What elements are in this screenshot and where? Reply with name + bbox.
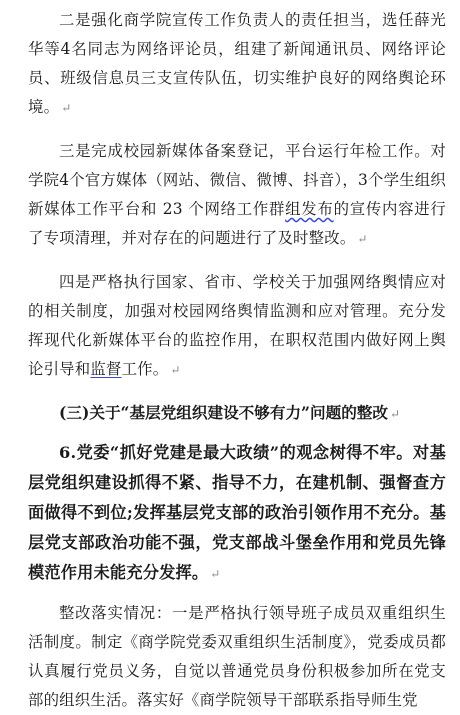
- paragraph-public-opinion: [28, 268, 446, 385]
- paragraph-text: 二是强化商学院宣传工作负责人的责任担当，选任薛光华等4名同志为网络评论员，组建了新闻通讯员、网络评论员、班级信息员三支宣传队伍，切实维护良好的网络舆论环境。: [28, 11, 446, 116]
- paragraph-mark-icon: ↵: [170, 363, 181, 377]
- paragraph-mark-icon: ↵: [357, 232, 368, 246]
- paragraph-text-before: 四是严格执行国家、省市、学校关于加强网络舆情应对的相关制度，加强对校园网络舆情监测和应对管理。充分发挥现代化新媒体平台的监控作用，在职权范围内做好网上舆论引导和: [28, 273, 446, 378]
- section-heading-text: (三)关于“基层党组织建设不够有力”问题的整改: [59, 403, 388, 422]
- paragraph-mark-icon: ↵: [61, 101, 72, 115]
- underlined-text: 组发布: [285, 200, 334, 218]
- paragraph-text: 整改落实情况：一是严格执行领导班子成员双重组织生活制度。制定《商学院党委双重组织生活制度》，党委成员都认真履行党员义务，自觉以普通党员身份积极参加所在党支部的组织生活。落实好《商学院领导干部联系指导师生党: [28, 604, 446, 709]
- paragraph-propaganda-team: [28, 6, 446, 123]
- paragraph-mark-icon: ↵: [389, 407, 401, 421]
- paragraph-new-media-registration: [28, 137, 446, 254]
- paragraph-rectification: [28, 599, 446, 715]
- paragraph-text-before: 三是完成校园新媒体备案登记，平台运行年检工作。对学院4个官方媒体（网站、微信、微博、抖音），3个学生组织新媒体工作平台和 23 个网络工作群: [28, 142, 446, 218]
- paragraph-text-after: 工作。: [121, 360, 169, 378]
- paragraph-mark-icon: ↵: [210, 567, 221, 581]
- paragraph-text: 6.党委“抓好党建是最大政绩”的观念树得不牢。对基层党组织建设抓得不紧、指导不力，在建机制、强督查方面做得不到位;发挥基层党支部的政治引领作用不充分。基层党支部政治功能不强，党支部战斗堡垒作用和党员先锋模范作用未能充分发挥。: [28, 443, 446, 582]
- paragraph-problem-statement: [28, 438, 446, 589]
- underlined-text: 监督: [90, 360, 122, 378]
- section-heading: [28, 399, 446, 428]
- paragraph-text-after: 的宣传内容进行了专项清理，并对存在的问题进行了及时整改。: [28, 200, 447, 247]
